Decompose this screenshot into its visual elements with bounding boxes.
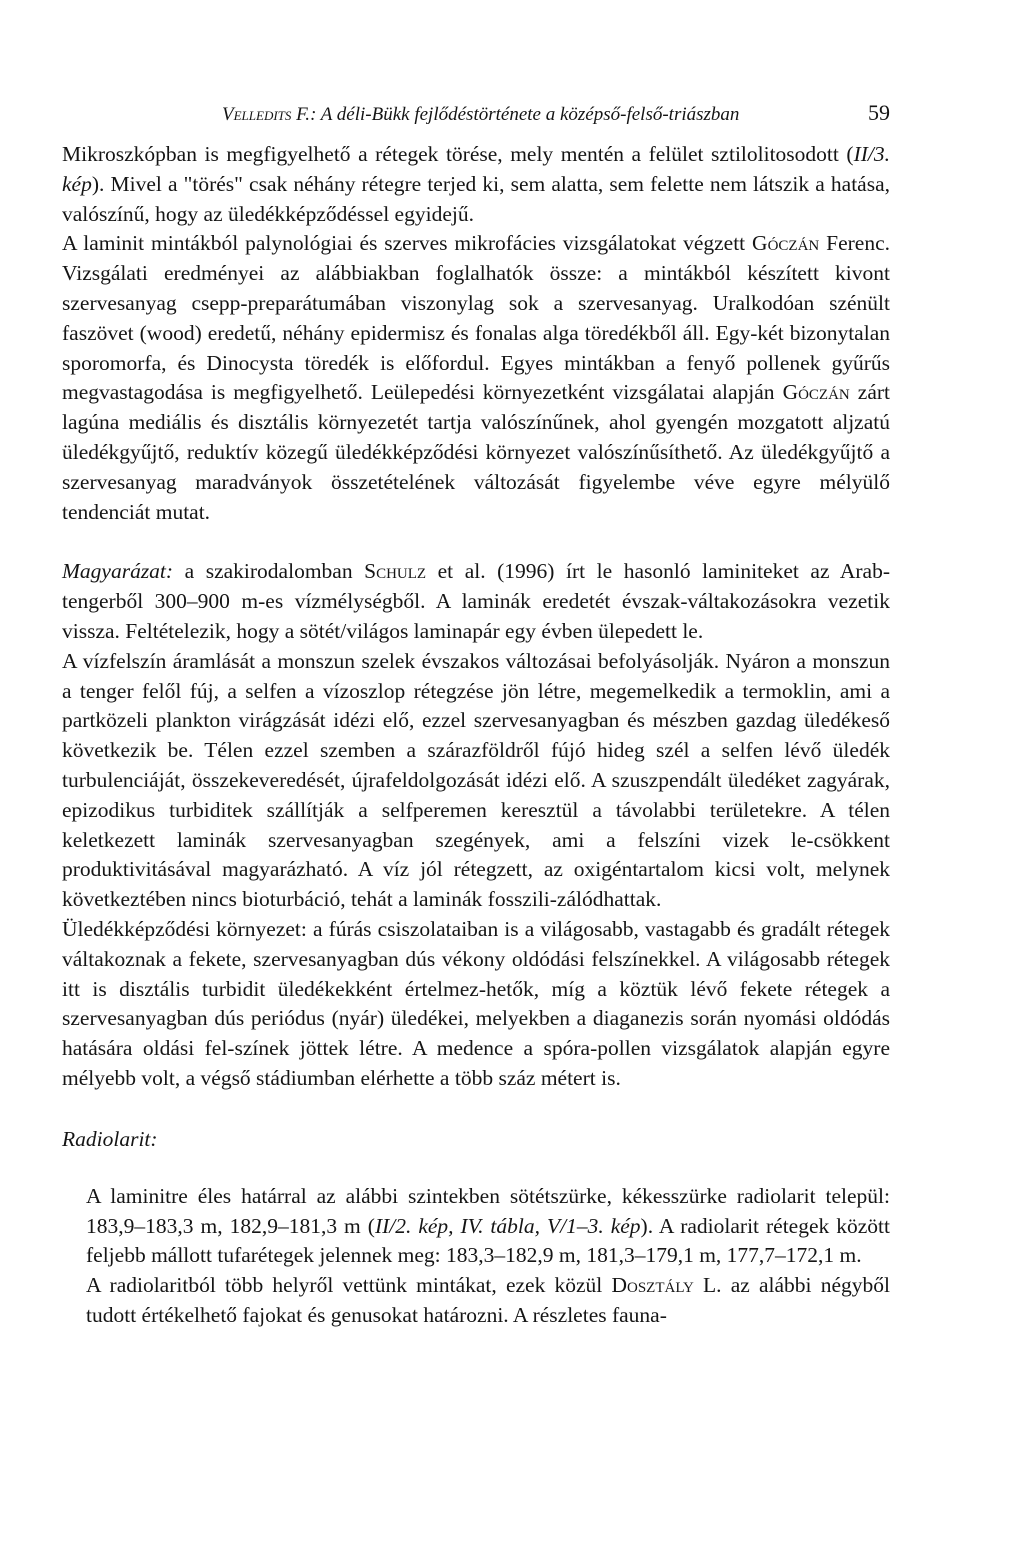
text-block-explanation — [62, 557, 890, 1093]
author-name: Schulz — [364, 559, 427, 584]
paragraph: Mikroszkópban is megfigyelhető a rétegek törése, mely mentén a felület sztilolitosodott (II/3. kép). Mivel a "törés" csak néhány rétegre terjed ki, sem alatta, sem felette nem látszik a hatása, valószínű, hogy az üledékképződéssel egyidejű. — [62, 142, 890, 226]
running-title — [222, 104, 739, 126]
paragraph: A radiolaritból több helyről vettünk mintákat, ezek közül Dosztály L. az alábbi négyből tudott értékelhető fajokat és genusokat határozni. A részletes fauna- — [86, 1273, 890, 1327]
inline-label: Magyarázat: — [62, 559, 174, 584]
text-block-laminit — [62, 140, 890, 527]
spacer — [62, 1154, 890, 1182]
author-name: Góczán — [782, 380, 850, 405]
paragraph: A laminitre éles határral az alábbi szintekben sötétszürke, kékesszürke radiolarit települ: 183,9–183,3 m, 182,9–181,3 m (II/2. kép, IV. tábla, V/1–3. kép). A radiolarit rétegek között feljebb mállott tufarétegek jelennek meg: 183,3–182,9 m, 181,3–179,1 m, 177,7–172,1 m. — [86, 1183, 890, 1268]
spacer — [62, 1094, 890, 1124]
author-name: Dosztály — [611, 1273, 694, 1298]
figure-reference: II/2. kép, IV. tábla, V/1–3. kép — [374, 1213, 641, 1238]
paragraph: Üledékképződési környezet: a fúrás csiszolataiban is a világosabb, vastagabb és gradált rétegek váltakoznak a fekete, szervesanyagban dús vékony oldódási felszínekkel. A világosabb rétegek itt is disztális turbidit üledékekként értelmez-hetők, míg a köztük lévő fekete rétegek a szervesanyagban dús periódus (nyár) üledékei, melyekben a diaganezis során nyomási oldódás hatására oldási fel-színek jöttek létre. A medence a spóra-pollen vizsgálatok alapján egyre mélyebb volt, a végső stádiumban elérhette a több száz métert is. — [62, 916, 890, 1090]
paragraph: Magyarázat: a szakirodalomban Schulz et al. (1996) írt le hasonló laminiteket az Arab-tengerből 300–900 m-es vízmélységből. A laminák eredetét évszak-váltakozásokra vezetik vissza. Feltételezik, hogy a sötét/világos laminapár egy évben ülepedett le. — [62, 559, 890, 643]
paragraph: A vízfelszín áramlását a monszun szelek évszakos változásai befolyásolják. Nyáron a monszun a tenger felől fúj, a selfen a vízoszlop rétegzése jön létre, megemelkedik a termoklin, ami a partközeli plankton virágzását idézi elő, ezzel szervesanyagban és mészben gazdag üledékeső következik be. Télen ezzel szemben a szárazföldről fújó hideg szél a selfen lévő üledék turbulenciáját, összekeveredését, újrafeldolgozását idézi elő. A szuszpendált üledéket zagyárak, epizodikus turbiditek szállítják a selfperemen keresztül a távolabbi területekre. A télen keletkezett laminák szervesanyagban szegények, ami a felszíni vizek le-csökkent produktivitásával magyarázható. A víz jól rétegzett, az oxigéntartalom kicsi volt, melynek következtében nincs bioturbáció, tehát a laminák fosszili-zálódhattak. — [62, 648, 890, 912]
figure-reference: II/3. kép — [62, 142, 890, 196]
page-number: 59 — [868, 100, 890, 125]
paragraph: A laminit mintákból palynológiai és szerves mikrofácies vizsgálatokat végzett Góczán Ferenc. Vizsgálati eredményei az alábbiakban foglalhatók össze: a mintákból készített kivont szervesanyag csepp-preparátumában viszonylag sok a szervesanyag. Uralkodóan szénült faszövet (wood) eredetű, néhány epidermisz és fonalas alga töredékből áll. Egy-két bizonytalan sporomorfa, és Dinocysta töredék is előfordul. Egyes mintákban a fenyő pollenek gyűrűs megvastagodása is megfigyelhető. Leülepedési környezetként vizsgálatai alapján Góczán zárt lagúna mediális és disztális környezetét tartja valószínűnek, ahol gyengén mozgatott aljzatú üledékgyűjtő, reduktív közegű üledékképződési környezet valószínűsíthető. Az üledékgyűjtő a szervesanyag maradványok összetételének változását figyelembe véve egyre mélyülő tendenciát mutat. — [62, 231, 891, 524]
author-name: Góczán — [752, 231, 820, 256]
document-page — [62, 96, 890, 1331]
running-author: Velledits F. — [222, 104, 311, 125]
running-title-text: : A déli-Bükk fejlődéstörténete a középső-felső-triászban — [310, 104, 740, 125]
spacer — [62, 527, 890, 557]
running-header — [62, 96, 890, 140]
text-block-radiolarit — [62, 1182, 890, 1331]
section-heading: Radiolarit: — [62, 1126, 158, 1151]
